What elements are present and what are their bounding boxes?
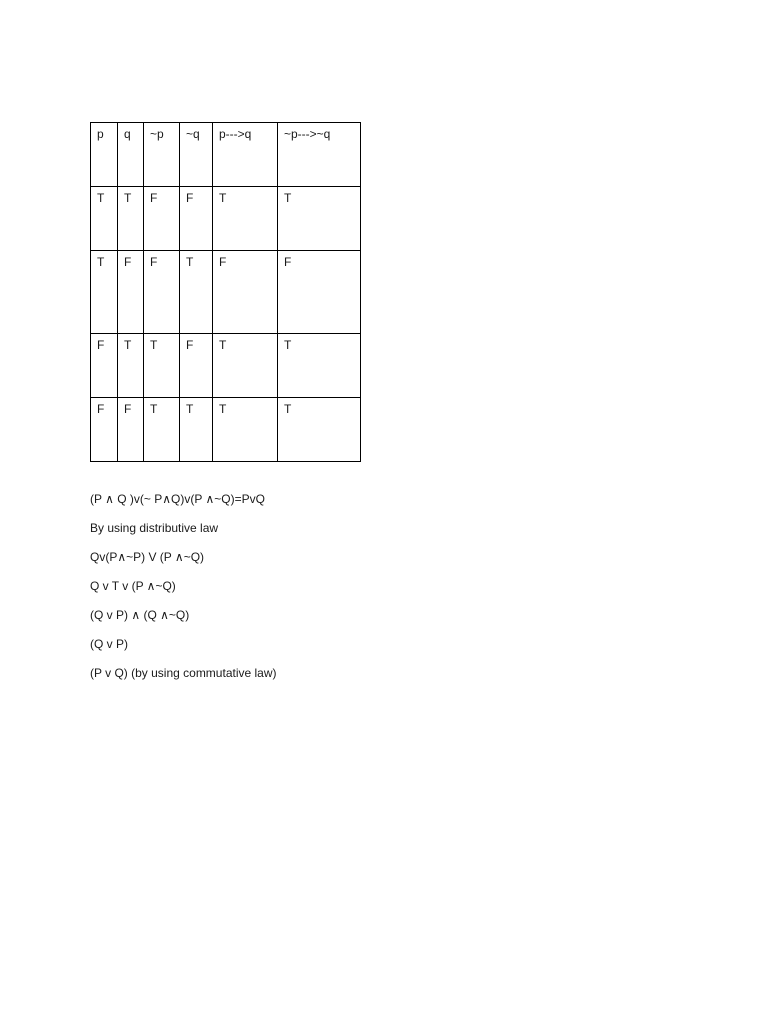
table-cell: F — [180, 334, 213, 398]
proof-step: Qv(P∧~P) V (P ∧~Q) — [90, 550, 205, 564]
proof-step: (Q v P) — [90, 637, 128, 651]
table-cell: T — [144, 334, 180, 398]
table-cell: F — [144, 251, 180, 334]
table-row — [91, 334, 361, 398]
table-cell: T — [118, 187, 144, 251]
table-cell: T — [91, 187, 118, 251]
table-cell: T — [180, 251, 213, 334]
table-cell: F — [180, 187, 213, 251]
table-cell: T — [213, 398, 278, 462]
truth-table-header-row — [91, 123, 361, 187]
proof-step: By using distributive law — [90, 521, 219, 535]
truth-table — [90, 122, 361, 462]
proof-steps — [90, 492, 590, 695]
table-row — [91, 398, 361, 462]
table-cell: T — [180, 398, 213, 462]
header-cell-not-q: ~q — [180, 123, 213, 187]
header-cell-not-p: ~p — [144, 123, 180, 187]
table-cell: F — [91, 334, 118, 398]
table-cell: T — [118, 334, 144, 398]
table-row — [91, 251, 361, 334]
proof-step: (Q v P) ∧ (Q ∧~Q) — [90, 608, 190, 622]
header-cell-p: p — [91, 123, 118, 187]
table-cell: T — [278, 398, 361, 462]
header-cell-not-p-implies-not-q: ~p--->~q — [278, 123, 361, 187]
proof-step: Q v T v (P ∧~Q) — [90, 579, 176, 593]
table-row — [91, 187, 361, 251]
table-cell: F — [213, 251, 278, 334]
table-cell: T — [278, 187, 361, 251]
table-cell: T — [144, 398, 180, 462]
proof-step: (P v Q) (by using commutative law) — [90, 666, 277, 680]
table-cell: T — [213, 187, 278, 251]
table-cell: T — [91, 251, 118, 334]
table-cell: F — [118, 398, 144, 462]
table-cell: T — [278, 334, 361, 398]
table-cell: F — [144, 187, 180, 251]
table-cell: F — [278, 251, 361, 334]
table-cell: F — [118, 251, 144, 334]
header-cell-q: q — [118, 123, 144, 187]
proof-step: (P ∧ Q )v(~ P∧Q)v(P ∧~Q)=PvQ — [90, 492, 265, 506]
table-cell: F — [91, 398, 118, 462]
table-cell: T — [213, 334, 278, 398]
header-cell-p-implies-q: p--->q — [213, 123, 278, 187]
